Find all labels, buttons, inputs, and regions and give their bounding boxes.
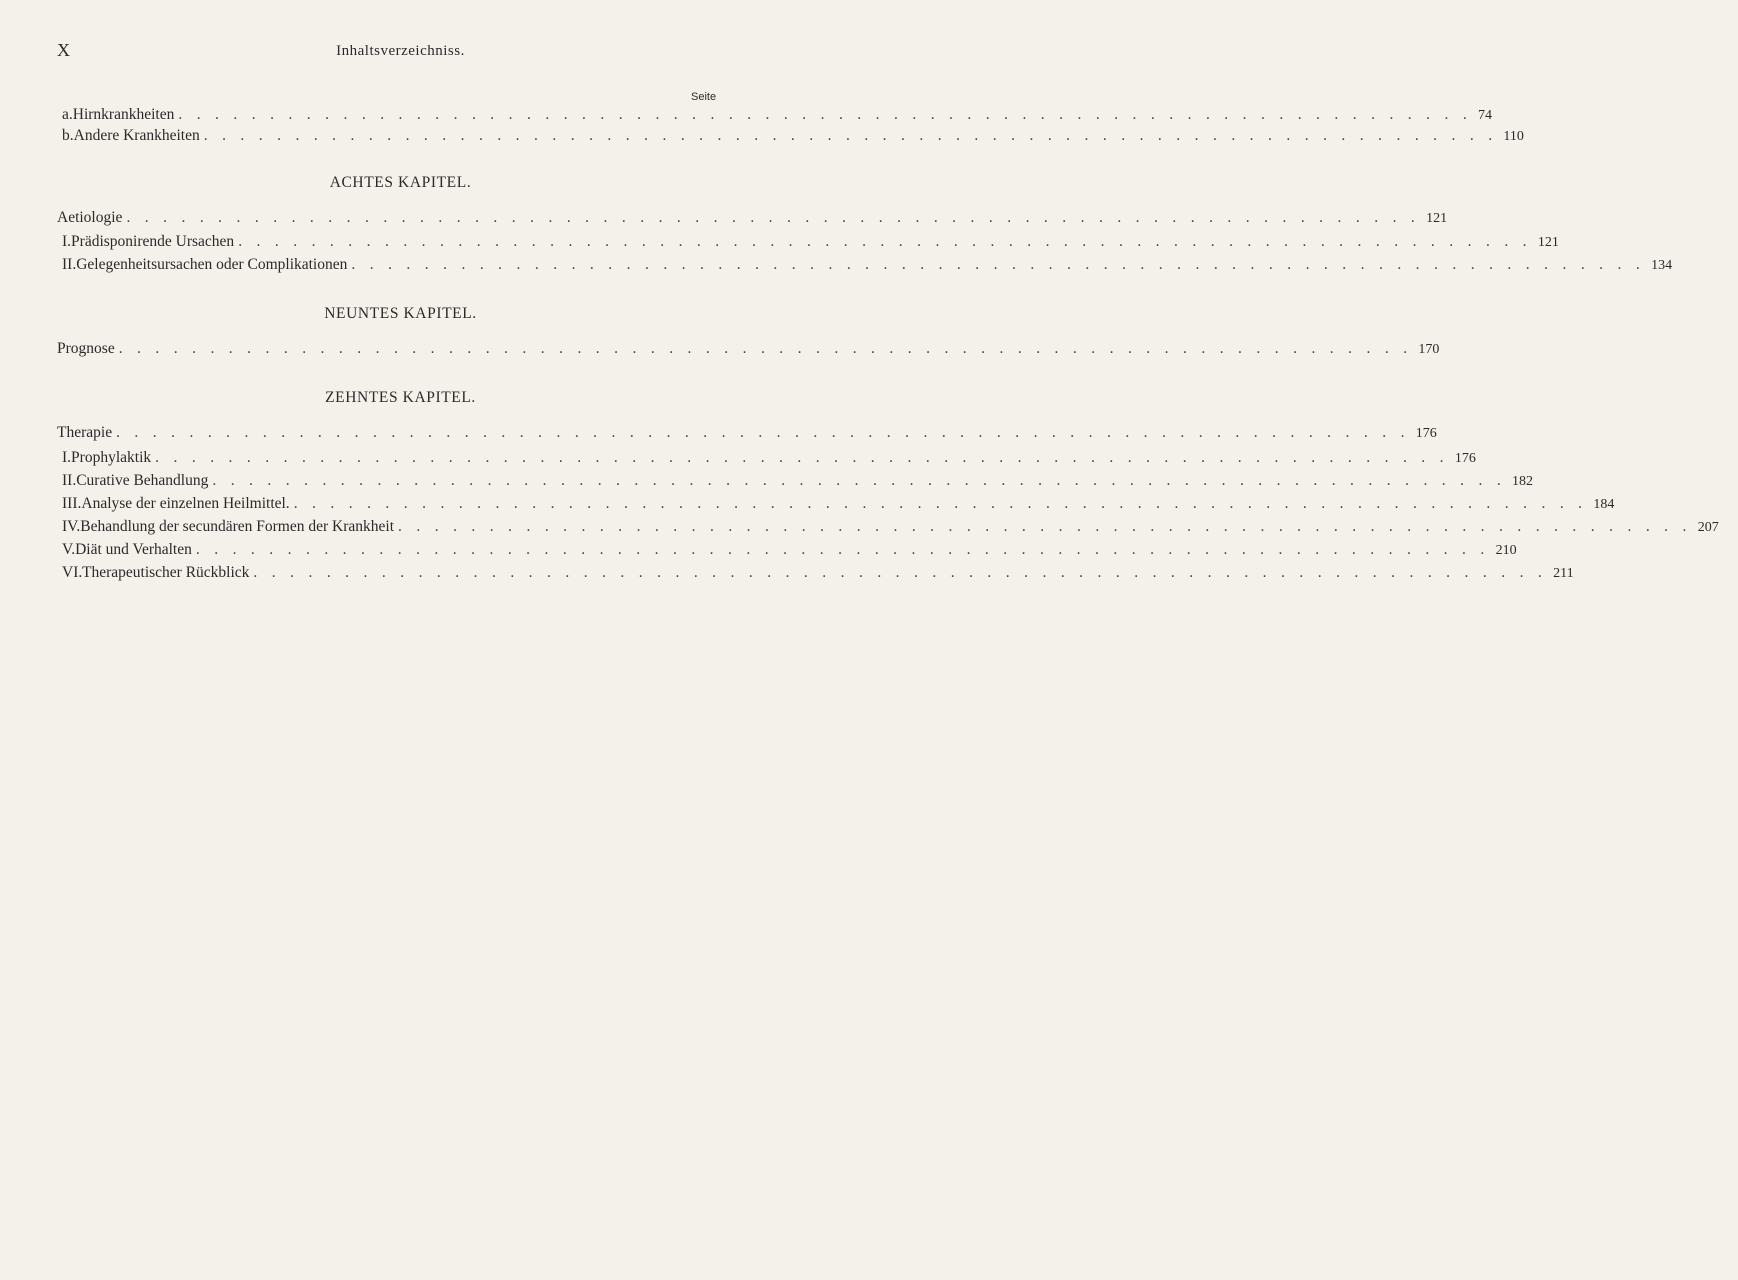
toc-entry — [62, 127, 1524, 147]
entry-number: I. — [62, 233, 72, 250]
toc-entry — [62, 564, 1574, 584]
toc-main-entry — [57, 340, 1440, 360]
toc-entry — [62, 541, 1517, 561]
leader-dots: . . . . . . . . . . . . . . . . . . . . . . . . . . . . . . . . . . . . . . . . . . . . . . . . . . . . . . . . . . . . . . . . . . . . . . . — [238, 233, 1532, 250]
toc-entry — [62, 256, 1673, 276]
entry-page: 211 — [1553, 566, 1574, 581]
entry-page: 121 — [1537, 235, 1559, 250]
toc-entry — [62, 495, 1615, 515]
leader-dots: . . . . . . . . . . . . . . . . . . . . . . . . . . . . . . . . . . . . . . . . . . . . . . . . . . . . . . . . . . . . . . . . . . . . . . . — [126, 209, 1421, 226]
entry-page: 110 — [1503, 129, 1524, 144]
entry-page: 134 — [1651, 258, 1673, 273]
entry-number: II. — [62, 256, 77, 273]
entry-label: Analyse der einzelnen Heilmittel. — [81, 495, 290, 512]
toc-entry — [62, 233, 1559, 253]
entry-number: III. — [62, 495, 82, 512]
chapter-title: ACHTES KAPITEL. — [329, 174, 472, 191]
entry-label: Aetiologie — [57, 209, 123, 226]
entry-page: 74 — [1478, 108, 1493, 123]
entry-number: a. — [62, 106, 73, 123]
seite-label: Seite — [691, 91, 717, 103]
entry-page: 182 — [1512, 474, 1534, 489]
running-header: Inhaltsverzeichniss. — [336, 43, 465, 59]
leader-dots: . . . . . . . . . . . . . . . . . . . . . . . . . . . . . . . . . . . . . . . . . . . . . . . . . . . . . . . . . . . . . . . . . . . . . . . — [116, 424, 1410, 441]
entry-page: 121 — [1426, 211, 1448, 226]
leader-dots: . . . . . . . . . . . . . . . . . . . . . . . . . . . . . . . . . . . . . . . . . . . . . . . . . . . . . . . . . . . . . . . . . . . . . . . — [351, 256, 1646, 273]
chapter-title: ZEHNTES KAPITEL. — [325, 389, 476, 406]
entry-number: b. — [62, 127, 74, 144]
entry-label: Gelegenheitsursachen oder Complikationen — [76, 256, 348, 273]
entry-page: 207 — [1697, 520, 1719, 535]
entry-page: 176 — [1454, 451, 1476, 466]
toc-entry — [62, 518, 1719, 538]
entry-label: Prädisponirende Ursachen — [71, 233, 235, 250]
entry-label: Prophylaktik — [71, 449, 152, 466]
entry-label: Andere Krankheiten — [73, 127, 200, 144]
leader-dots: . . . . . . . . . . . . . . . . . . . . . . . . . . . . . . . . . . . . . . . . . . . . . . . . . . . . . . . . . . . . . . . . . . . . . . . — [398, 518, 1692, 535]
toc-entry — [62, 106, 1493, 126]
entry-page: 184 — [1593, 497, 1615, 512]
leader-dots: . . . . . . . . . . . . . . . . . . . . . . . . . . . . . . . . . . . . . . . . . . . . . . . . . . . . . . . . . . . . . . . . . . . . . . . — [155, 449, 1449, 466]
entry-number: VI. — [62, 564, 83, 581]
entry-label: Prognose — [57, 340, 115, 357]
entry-label: Diät und Verhalten — [75, 541, 192, 558]
entry-page: 176 — [1415, 426, 1437, 441]
entry-label: Hirnkrankheiten — [72, 106, 175, 123]
entry-label: Therapeutischer Rückblick — [82, 564, 250, 581]
entry-number: II. — [62, 472, 77, 489]
toc-main-entry — [57, 424, 1437, 444]
entry-label: Curative Behandlung — [76, 472, 209, 489]
toc-entry — [62, 449, 1476, 469]
leader-dots: . . . . . . . . . . . . . . . . . . . . . . . . . . . . . . . . . . . . . . . . . . . . . . . . . . . . . . . . . . . . . . . . . . . . . . . — [118, 340, 1413, 357]
leader-dots: . . . . . . . . . . . . . . . . . . . . . . . . . . . . . . . . . . . . . . . . . . . . . . . . . . . . . . . . . . . . . . . . . . . . . . . — [212, 472, 1507, 489]
entry-page: 210 — [1495, 543, 1517, 558]
leader-dots: . . . . . . . . . . . . . . . . . . . . . . . . . . . . . . . . . . . . . . . . . . . . . . . . . . . . . . . . . . . . . . . . . . . . . . . — [203, 127, 1498, 144]
toc-entry — [62, 472, 1534, 492]
entry-number: V. — [62, 541, 76, 558]
entry-label: Behandlung der secundären Formen der Krankheit — [80, 518, 395, 535]
page-number: X — [57, 40, 71, 60]
entry-number: IV. — [62, 518, 81, 535]
leader-dots: . . . . . . . . . . . . . . . . . . . . . . . . . . . . . . . . . . . . . . . . . . . . . . . . . . . . . . . . . . . . . . . . . . . . . . . — [178, 106, 1473, 123]
toc-main-entry — [57, 209, 1448, 229]
entry-page: 170 — [1418, 342, 1440, 357]
entry-label: Therapie — [57, 424, 113, 441]
leader-dots: . . . . . . . . . . . . . . . . . . . . . . . . . . . . . . . . . . . . . . . . . . . . . . . . . . . . . . . . . . . . . . . . . . . . . . . — [253, 564, 1548, 581]
leader-dots: . . . . . . . . . . . . . . . . . . . . . . . . . . . . . . . . . . . . . . . . . . . . . . . . . . . . . . . . . . . . . . . . . . . . . . . — [195, 541, 1490, 558]
leader-dots: . . . . . . . . . . . . . . . . . . . . . . . . . . . . . . . . . . . . . . . . . . . . . . . . . . . . . . . . . . . . . . . . . . . . . . . — [293, 495, 1588, 512]
chapter-title: NEUNTES KAPITEL. — [324, 305, 477, 322]
entry-number: I. — [62, 449, 72, 466]
